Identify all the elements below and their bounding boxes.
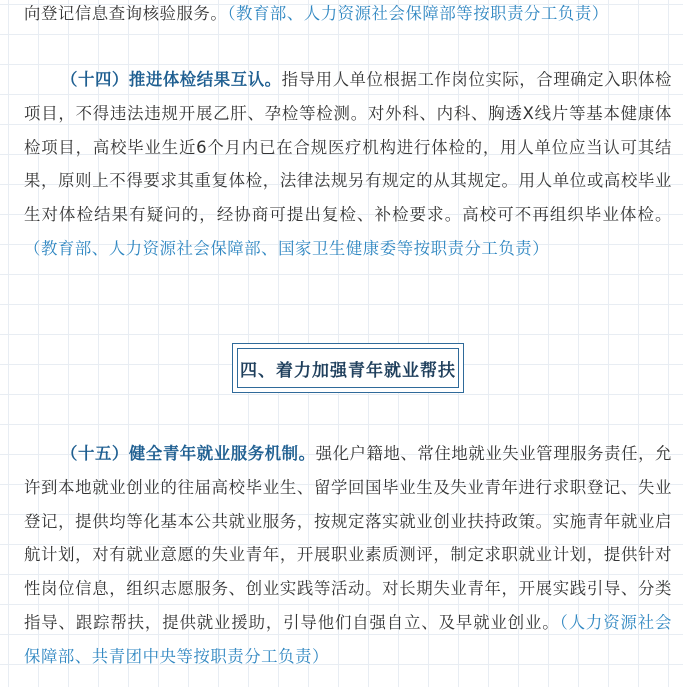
paragraph-item-14 [24, 63, 672, 266]
paragraph-intro-tail [24, 0, 609, 31]
item-14-responsibility: （教育部、人力资源社会保障部、国家卫生健康委等按职责分工负责） [24, 238, 550, 258]
intro-text: 向登记信息查询核验服务。 [24, 4, 228, 23]
item-14-lead: （十四）推进体检结果互认。 [61, 70, 282, 89]
intro-responsibility: （教育部、人力资源社会保障部等按职责分工负责） [227, 4, 609, 23]
item-14-text: 指导用人单位根据工作岗位实际，合理确定入职体检项目，不得违法违规开展乙肝、孕检等检测。对外科、内科、胸透X线片等基本健康体检项目，高校毕业生近6个月内已在合规医疗机构进行体检的，用人单位应当认可其结果，原则上不得要求其重复体检，法律法规另有规定的从其规定。用人单位或高校毕业生对体检结果有疑问的，经协商可提出复检、补检要求。高校可不再组织毕业体检。 [24, 70, 672, 225]
item-15-responsibility: （人力资源社会保障部、共青团中央等按职责分工负责） [24, 612, 672, 666]
item-15-text: 强化户籍地、常住地就业失业管理服务责任，允许到本地就业创业的往届高校毕业生、留学回国毕业生及失业青年进行求职登记、失业登记，提供均等化基本公共就业服务，按规定落实就业创业扶持政策。实施青年就业启航计划，对有就业意愿的失业青年，开展职业素质测评，制定求职就业计划，提供针对性岗位信息，组织志愿服务、创业实践等活动。对长期失业青年，开展实践引导、分类指导、跟踪帮扶，提供就业援助，引导他们自强自立、及早就业创业。 [24, 444, 672, 632]
section-heading-title: 四、着力加强青年就业帮扶 [237, 348, 459, 388]
paragraph-item-15 [24, 437, 672, 674]
item-15-lead: （十五）健全青年就业服务机制。 [61, 444, 316, 463]
section-heading-box [232, 343, 464, 393]
